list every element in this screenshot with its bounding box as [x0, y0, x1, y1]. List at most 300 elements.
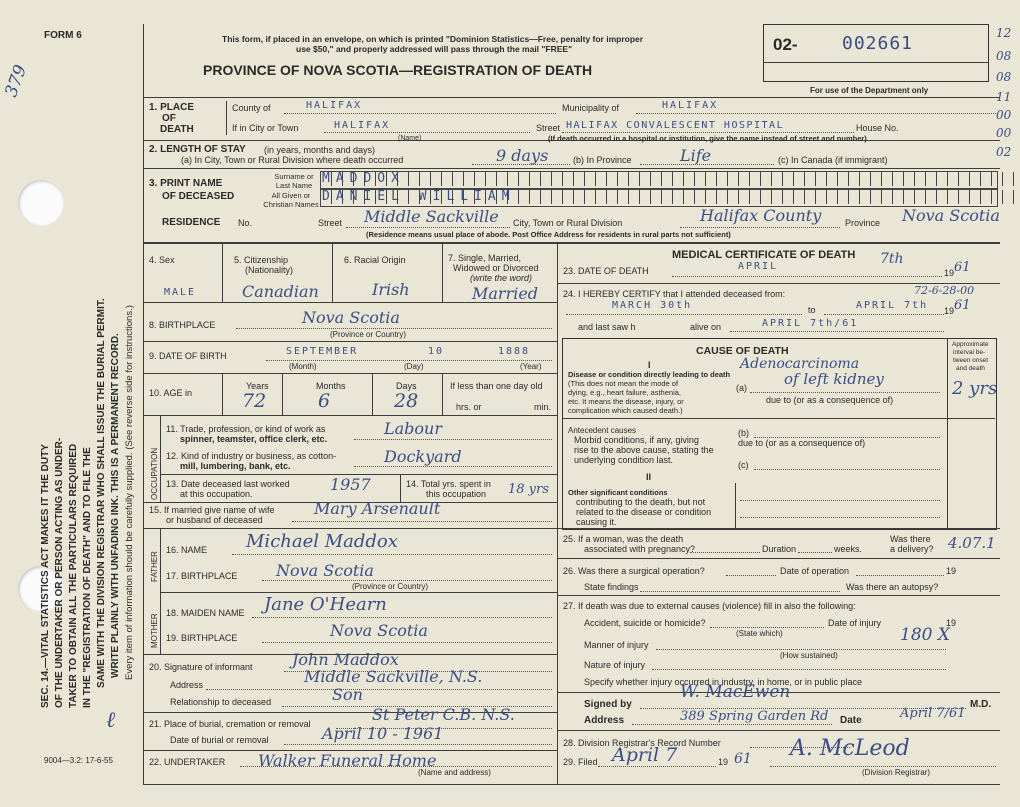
- dob-year: 1888: [498, 346, 531, 357]
- antecedent-b: Morbid conditions, if any, giving: [574, 435, 699, 445]
- antecedent-d: underlying condition last.: [574, 455, 674, 465]
- age-div-3: [372, 373, 373, 415]
- d25-duration: Duration: [762, 544, 797, 554]
- age-days-label: Days: [396, 381, 417, 391]
- dept-code-1: 12: [996, 26, 1012, 40]
- residence-street-value: Middle Sackville: [364, 207, 499, 226]
- letter-cell: [728, 190, 739, 204]
- injury-19: 19: [946, 618, 957, 628]
- side-text-6: WRITE PLAINLY WITH UNFADING INK. THIS IS A PERMANENT RECORD.: [110, 333, 121, 678]
- county-line: [284, 113, 556, 114]
- frame-left: [143, 24, 144, 784]
- undertaker-label: 22. UNDERTAKER: [149, 757, 226, 767]
- letter-cell: [530, 190, 541, 204]
- disease-b: (This does not mean the mode of: [568, 379, 679, 388]
- informant-address-line: [206, 689, 552, 690]
- given-value: DANIEL WILLIAM: [322, 189, 516, 204]
- relationship-label: Relationship to deceased: [170, 697, 272, 707]
- informant-value: John Maddox: [292, 650, 399, 669]
- stay-b-value: Life: [680, 146, 712, 165]
- residence-no: No.: [238, 218, 253, 228]
- letter-cell: [662, 172, 673, 186]
- letter-cell: [849, 172, 860, 186]
- d25-delivery-b: a delivery?: [890, 544, 934, 554]
- letter-cell: [1003, 190, 1014, 204]
- letter-cell: [1003, 172, 1014, 186]
- letter-cell: [893, 172, 904, 186]
- signed-label: Signed by: [584, 699, 632, 710]
- letter-cell: [948, 190, 959, 204]
- d24-note: 72-6-28-00: [914, 284, 975, 297]
- letter-cell: [937, 172, 948, 186]
- d23-label: 23. DATE OF DEATH: [563, 266, 649, 276]
- burial-date-label: Date of burial or removal: [170, 735, 269, 745]
- letter-cell: [981, 172, 992, 186]
- dept-code-6: 00: [996, 126, 1012, 140]
- letter-cell: [552, 172, 563, 186]
- disease-c: dying, e.g., heart failure, asthenia,: [568, 388, 681, 397]
- letter-cell: [717, 190, 728, 204]
- d26-line-2: [856, 575, 944, 576]
- d24-year: 61: [954, 298, 971, 313]
- letter-cell: [970, 172, 981, 186]
- city-label: If in City or Town: [232, 123, 299, 133]
- letter-cell: [981, 190, 992, 204]
- surname-label: Surname or Last Name: [274, 172, 314, 190]
- accident-label: Accident, suicide or homicide?: [584, 618, 706, 628]
- street-label: Street: [536, 123, 561, 133]
- rule-3: [143, 168, 1000, 169]
- mother-name-line: [252, 617, 552, 618]
- wife-value: Mary Arsenault: [314, 499, 441, 518]
- residence-city-label: City, Town or Rural Division: [513, 218, 623, 228]
- dept-use: For use of the Department only: [810, 86, 929, 95]
- letter-cell: [992, 190, 1003, 204]
- city-value: HALIFAX: [334, 120, 391, 131]
- letter-cell: [893, 190, 904, 204]
- residence-city-line: [680, 227, 840, 228]
- letter-cell: [563, 190, 574, 204]
- letter-cell: [530, 172, 541, 186]
- letter-cell: [508, 172, 519, 186]
- cause-rule-1: [562, 418, 995, 419]
- rule-4: [143, 242, 1000, 244]
- stay-b-text: (b) In Province: [573, 155, 632, 165]
- citizen-label: 5. Citizenship: [234, 255, 289, 265]
- antecedent-c: rise to the above cause, stating the: [574, 445, 714, 455]
- occ14-a: 14. Total yrs. spent in: [406, 479, 491, 489]
- dob-sub-day: (Day): [404, 362, 424, 371]
- municipality-line: [636, 113, 996, 114]
- interval-3: tween onset: [953, 357, 989, 364]
- father-birth-sub: (Province or Country): [352, 582, 429, 591]
- state-which: (State which): [736, 629, 783, 638]
- municipality-value: HALIFAX: [662, 100, 719, 111]
- dept-code-4: 11: [996, 90, 1012, 104]
- deceased-label: OF DECEASED: [162, 191, 235, 202]
- age-div-2: [282, 373, 283, 415]
- letter-cell: [816, 190, 827, 204]
- age-div-1: [222, 373, 223, 415]
- med-rule-6: [557, 730, 1000, 731]
- residence-city-value: Halifax County: [700, 206, 822, 225]
- letter-cell: [860, 190, 871, 204]
- letter-cell: [409, 172, 420, 186]
- letter-cell: [827, 190, 838, 204]
- state-findings: State findings: [584, 582, 639, 592]
- letter-cell: [486, 172, 497, 186]
- reg-prefix: 02-: [773, 35, 798, 54]
- letter-cell: [871, 172, 882, 186]
- city-line: [324, 132, 530, 133]
- d25-a: 25. If a woman, was the death: [563, 534, 684, 544]
- other-a: Other significant conditions: [568, 488, 668, 497]
- letter-cell: [882, 190, 893, 204]
- roman-2: II: [646, 472, 652, 482]
- reg-number: 002661: [842, 33, 914, 54]
- letter-cell: [662, 190, 673, 204]
- occ14-value: 18 yrs: [508, 482, 549, 497]
- birthplace-sub: (Province or Country): [330, 330, 407, 339]
- d23-day: 7th: [880, 251, 904, 267]
- cause-a-line: [750, 392, 940, 393]
- form-number: FORM 6: [44, 30, 82, 41]
- age-days-value: 28: [394, 390, 419, 412]
- md-label: M.D.: [970, 699, 992, 710]
- city-name-note: (Name): [398, 135, 422, 142]
- d24-19: 19: [944, 306, 955, 316]
- letter-cell: [640, 172, 651, 186]
- interval-4: and death: [956, 365, 985, 372]
- side-text-3: TAKER TO OBTAIN ALL THE PARTICULARS REQUIRED: [68, 443, 79, 708]
- med-date-label: Date: [840, 715, 862, 726]
- d24-to-line: [824, 314, 944, 315]
- occ12-b: mill, lumbering, bank, etc.: [180, 461, 291, 471]
- nature-label: Nature of injury: [584, 660, 646, 670]
- cause-a-value: Adenocarcinoma: [740, 356, 860, 372]
- burial-label: 21. Place of burial, cremation or removal: [149, 719, 311, 729]
- occ13-a: 13. Date deceased last worked: [166, 479, 290, 489]
- letter-cell: [761, 172, 772, 186]
- occ11-b: spinner, teamster, office clerk, etc.: [180, 434, 328, 444]
- informant-address-value: Middle Sackville, N.S.: [304, 667, 483, 686]
- registration-box-rule: [763, 62, 989, 63]
- d25-line-2: [798, 552, 832, 553]
- birthplace-value: Nova Scotia: [302, 308, 400, 327]
- d23-line: [672, 276, 942, 277]
- occ13-div: [400, 474, 401, 502]
- d26-date: Date of operation: [780, 566, 850, 576]
- div-5-6: [332, 242, 333, 302]
- letter-cell: [948, 172, 959, 186]
- letter-cell: [475, 172, 486, 186]
- last-saw-line: [730, 331, 944, 332]
- med-address-line: [632, 724, 832, 725]
- county-label: County of: [232, 103, 271, 113]
- med-rule-2: [557, 528, 1000, 529]
- dob-month: SEPTEMBER: [286, 346, 359, 357]
- letter-cell: [717, 172, 728, 186]
- d27-label: 27. If death was due to external causes (violence) fill in also the following:: [563, 601, 856, 611]
- letter-cell: [596, 172, 607, 186]
- med-rule-4: [557, 595, 1000, 596]
- letter-cell: [838, 190, 849, 204]
- roman-1: I: [648, 360, 651, 370]
- d24-label: 24. I HEREBY CERTIFY that I attended deceased from:: [563, 289, 786, 299]
- margin-mark: ℓ: [106, 708, 116, 733]
- d23-year: 61: [954, 260, 971, 275]
- place-death: DEATH: [160, 124, 194, 135]
- letter-cell: [849, 190, 860, 204]
- letter-cell: [904, 190, 915, 204]
- letter-cell: [464, 172, 475, 186]
- letter-cell: [915, 190, 926, 204]
- due-to-2: due to (or as a consequence of): [738, 438, 866, 448]
- mother-side: MOTHER: [150, 613, 159, 648]
- surname-value: MADDOX: [322, 171, 405, 186]
- occ14-b: this occupation: [426, 489, 487, 499]
- letter-cell: [816, 172, 827, 186]
- findings-line: [640, 591, 840, 592]
- father-birth-label: 17. BIRTHPLACE: [166, 571, 238, 581]
- age-months-value: 6: [318, 390, 331, 412]
- autopsy-label: Was there an autopsy?: [846, 582, 939, 592]
- other-c: related to the disease or condition: [576, 507, 712, 517]
- given-label: All Given or Christian Names: [263, 191, 319, 209]
- side-text-7: Every item of information should be carefully supplied. (See reverse side for instructions.): [124, 305, 135, 680]
- letter-cell: [728, 172, 739, 186]
- other-d: causing it.: [576, 517, 617, 527]
- informant-label: 20. Signature of informant: [149, 662, 253, 672]
- letter-cell: [574, 172, 585, 186]
- other-b: contributing to the death, but not: [576, 497, 706, 507]
- stay-a-line: [472, 164, 570, 165]
- father-name-line: [232, 554, 552, 555]
- letter-cell: [574, 190, 585, 204]
- rule-7: [143, 373, 557, 374]
- age-hrs: hrs. or: [456, 402, 482, 412]
- place-of: OF: [162, 113, 176, 124]
- letter-cell: [607, 190, 618, 204]
- disease-e: complication which caused death.): [568, 406, 683, 415]
- marital-label-2: Widowed or Divorced: [453, 263, 539, 273]
- letter-cell: [706, 190, 717, 204]
- specify-label: Specify whether injury occurred in industry, in home, or in public place: [584, 677, 862, 687]
- place-bracket: [226, 101, 227, 135]
- mother-name-label: 18. MAIDEN NAME: [166, 608, 245, 618]
- letter-cell: [827, 172, 838, 186]
- county-value: HALIFAX: [306, 100, 363, 111]
- dob-day: 10: [428, 346, 445, 357]
- letter-cell: [706, 172, 717, 186]
- d29-label: 29. Filed: [563, 757, 598, 767]
- mail-notice-2: use $50," and properly addressed will pass through the mail "FREE": [296, 44, 573, 54]
- form-title: PROVINCE OF NOVA SCOTIA—REGISTRATION OF DEATH: [203, 62, 593, 78]
- print-code: 9004—3.2: 17-6-55: [44, 756, 113, 765]
- letter-cell: [838, 172, 849, 186]
- age-less-label: If less than one day old: [450, 381, 543, 391]
- registrar-value: A. McLeod: [790, 736, 910, 761]
- letter-cell: [585, 190, 596, 204]
- letter-cell: [552, 190, 563, 204]
- residence-note: (Residence means usual place of abode. Post Office Address for residents in rural parts not sufficient): [366, 230, 731, 239]
- last-saw-b: alive on: [690, 322, 722, 332]
- other-line-1: [740, 500, 940, 501]
- letter-cell: [860, 172, 871, 186]
- dept-code-7: 02: [996, 145, 1012, 159]
- letter-cell: [651, 190, 662, 204]
- stay-a-value: 9 days: [496, 146, 549, 165]
- injury-date-label: Date of injury: [828, 618, 882, 628]
- undertaker-line: [240, 766, 552, 767]
- house-label: House No.: [856, 123, 899, 133]
- dept-code-5: 00: [996, 108, 1012, 122]
- occ11-line: [354, 439, 552, 440]
- occ12-line: [354, 466, 552, 467]
- letter-cell: [926, 172, 937, 186]
- rule-8: [143, 415, 557, 416]
- citizen-value: Canadian: [242, 282, 319, 301]
- letter-cell: [1014, 190, 1020, 204]
- side-text-2: OF THE UNDERTAKER OR PERSON ACTING AS UNDER-: [54, 437, 65, 708]
- occ12-a: 12. Kind of industry or business, as cotton-: [166, 451, 337, 461]
- letter-cell: [772, 172, 783, 186]
- mother-birth-value: Nova Scotia: [330, 621, 428, 640]
- mother-name-value: Jane O'Hearn: [264, 594, 387, 615]
- cause-b-prefix: (b): [738, 428, 749, 438]
- dept-code-2: 08: [996, 49, 1012, 63]
- d26-19: 19: [946, 566, 957, 576]
- surname-boxes: [320, 171, 998, 189]
- margin-note: 379: [1, 62, 32, 100]
- d29-year-pre: 19: [718, 757, 729, 767]
- marital-value: Married: [472, 284, 539, 303]
- cause-c-prefix: (c): [738, 460, 749, 470]
- age-min: min.: [534, 402, 552, 412]
- med-address-label: Address: [584, 715, 625, 726]
- municipality-label: Municipality of: [562, 103, 620, 113]
- residence-label: RESIDENCE: [162, 217, 221, 228]
- burial-date-value: April 10 - 1961: [322, 724, 444, 743]
- age-div-4: [442, 373, 443, 415]
- letter-cell: [618, 190, 629, 204]
- residence-street-label: Street: [318, 218, 343, 228]
- racial-value: Irish: [372, 280, 410, 299]
- mother-birth-label: 19. BIRTHPLACE: [166, 633, 238, 643]
- due-to-1: due to (or as a consequence of): [766, 395, 894, 405]
- antecedent-a: Antecedent causes: [568, 426, 637, 435]
- letter-cell: [805, 172, 816, 186]
- disease-d: etc. It means the disease, injury, or: [568, 397, 684, 406]
- letter-cell: [794, 190, 805, 204]
- stay-sub: (in years, months and days): [264, 145, 376, 155]
- father-side: FATHER: [150, 551, 159, 582]
- occ11-value: Labour: [384, 419, 442, 438]
- residence-street-line: [346, 227, 510, 228]
- citizen-sub: (Nationality): [245, 265, 294, 275]
- d25-b: associated with pregnancy?: [584, 544, 696, 554]
- letter-cell: [739, 190, 750, 204]
- informant-address-label: Address: [170, 680, 204, 690]
- letter-cell: [695, 190, 706, 204]
- last-saw-a: and last saw h: [578, 322, 636, 332]
- letter-cell: [904, 172, 915, 186]
- d26-label: 26. Was there a surgical operation?: [563, 566, 705, 576]
- age-years-label: Years: [246, 381, 269, 391]
- letter-cell: [651, 172, 662, 186]
- rule-10: [143, 528, 557, 529]
- letter-cell: [739, 172, 750, 186]
- age-months-label: Months: [316, 381, 346, 391]
- age-years-value: 72: [242, 390, 267, 412]
- letter-cell: [970, 190, 981, 204]
- interval-col: [947, 338, 948, 528]
- father-birth-value: Nova Scotia: [276, 561, 374, 580]
- letter-cell: [442, 172, 453, 186]
- wife-b: or husband of deceased: [166, 515, 263, 525]
- side-text-1: SEC. 14.—VITAL STATISTICS ACT MAKES IT THE DUTY: [40, 444, 51, 708]
- last-saw-value: APRIL 7th/61: [762, 318, 859, 329]
- punch-hole-top: [18, 180, 64, 226]
- letter-cell: [915, 172, 926, 186]
- letter-cell: [684, 172, 695, 186]
- d28-label: 28. Division Registrar's Record Number: [563, 738, 721, 748]
- occ12-value: Dockyard: [384, 447, 462, 466]
- rule-6: [143, 341, 557, 342]
- d29-year: 61: [734, 751, 752, 767]
- d25-delivery-a: Was there: [890, 534, 931, 544]
- d24-to-pre: to: [808, 305, 816, 315]
- letter-cell: [519, 190, 530, 204]
- occ11-a: 11. Trade, profession, or kind of work as: [166, 424, 326, 434]
- med-address-value: 389 Spring Garden Rd: [680, 709, 829, 724]
- med-date-value: April 7/61: [900, 706, 966, 721]
- wife-line: [292, 521, 552, 522]
- relationship-value: Son: [332, 685, 363, 704]
- letter-cell: [453, 172, 464, 186]
- letter-cell: [794, 172, 805, 186]
- side-text-4: IN THE "REGISTRATION OF DEATH" AND TO FILE THE: [82, 447, 93, 708]
- hospital-note: (If death occurred in a hospital or institution, give the name instead of street and number): [548, 134, 867, 143]
- letter-cell: [629, 190, 640, 204]
- letter-cell: [563, 172, 574, 186]
- letter-cell: [772, 190, 783, 204]
- letter-cell: [959, 172, 970, 186]
- interval-1: Approximate: [952, 341, 989, 348]
- letter-cell: [695, 172, 706, 186]
- age-label: 10. AGE in: [149, 388, 193, 398]
- other-div: [735, 483, 736, 528]
- stay-label: 2. LENGTH OF STAY: [149, 144, 246, 155]
- rule-parents: [160, 592, 557, 593]
- burial-value: St Peter C.B. N.S.: [372, 705, 515, 724]
- street-value: HALIFAX CONVALESCENT HOSPITAL: [566, 120, 785, 131]
- occ13-value: 1957: [330, 475, 371, 494]
- d25-weeks: weeks.: [834, 544, 863, 554]
- how-sustained: (How sustained): [780, 651, 838, 660]
- medical-title: MEDICAL CERTIFICATE OF DEATH: [672, 249, 856, 261]
- letter-cell: [959, 190, 970, 204]
- d24-from: MARCH 30th: [612, 300, 693, 311]
- stay-b-line: [640, 164, 774, 165]
- letter-cell: [596, 190, 607, 204]
- cause-a-interval: 2 yrs: [952, 378, 998, 399]
- d25-line-1: [690, 552, 760, 553]
- cause-a-prefix: (a): [736, 383, 747, 393]
- div-4-5: [222, 242, 223, 302]
- dob-label: 9. DATE OF BIRTH: [149, 351, 227, 361]
- letter-cell: [420, 172, 431, 186]
